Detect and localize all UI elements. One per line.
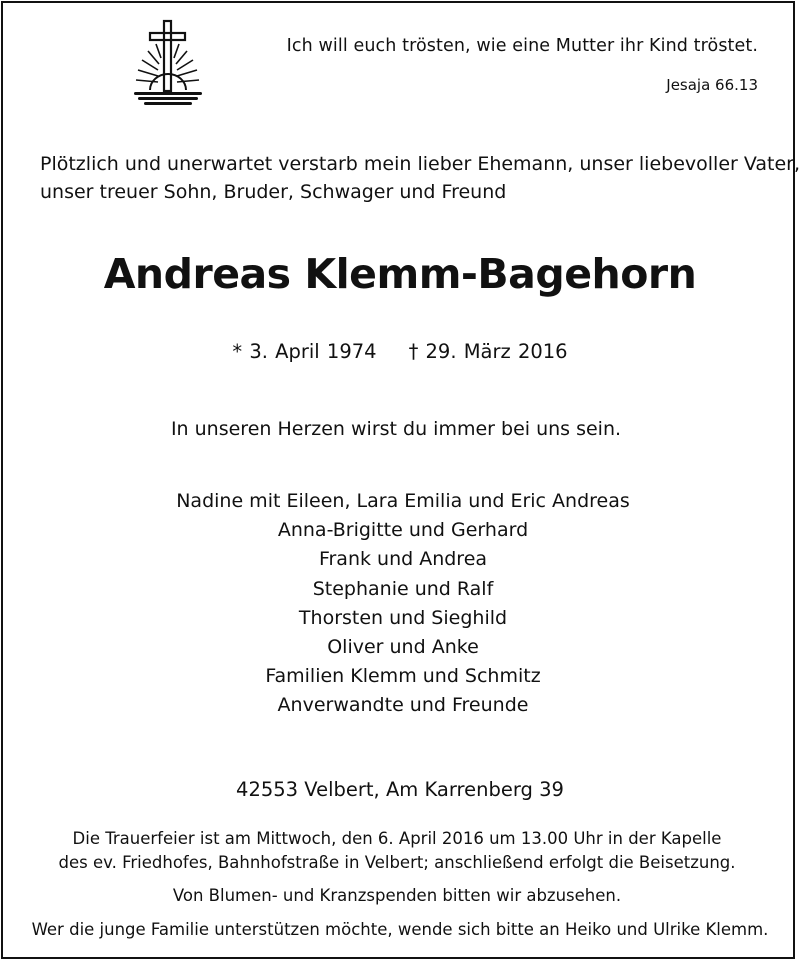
life-dates [0,340,800,363]
mourner-line: Thorsten und Sieghild [298,606,508,629]
support-note: Wer die junge Familie unterstützen möchte, wende sich bitte an Heiko und Ulrike Klemm. [31,920,769,939]
mourner-line: Anna-Brigitte und Gerhard [277,519,529,542]
intro-line: Plötzlich und unerwartet verstarb mein lieber Ehemann, unser liebevoller Vater, [40,153,800,175]
mourners-list [0,487,800,721]
mourner-line: Oliver und Anke [327,635,479,658]
intro-line: unser treuer Sohn, Bruder, Schwager und Freund [40,181,507,203]
funeral-line: des ev. Friedhofes, Bahnhofstraße in Velbert; anschließend erfolgt die Beisetzung. [58,853,736,872]
bible-quote: Ich will euch trösten, wie eine Mutter ihr Kind tröstet. [286,36,758,56]
cross-rising-sun-waves-icon [128,18,208,110]
intro-text [40,150,800,206]
memorial-motto: In unseren Herzen wirst du immer bei uns sein. [170,418,622,440]
notice-frame [1,1,795,959]
funeral-line: Die Trauerfeier ist am Mittwoch, den 6. April 2016 um 13.00 Uhr in der Kapelle [72,829,722,848]
mourner-line: Frank und Andrea [318,548,488,571]
mourner-line: Anverwandte und Freunde [277,694,529,717]
birth-date: * 3. April 1974 [232,340,377,363]
deceased-name: Andreas Klemm-Bagehorn [103,250,697,298]
death-date: † 29. März 2016 [408,340,568,363]
mourner-line: Nadine mit Eileen, Lara Emilia und Eric Andreas [176,490,630,512]
funeral-details [0,827,794,875]
bible-quote-source: Jesaja 66.13 [666,76,758,94]
flowers-note: Von Blumen- und Kranzspenden bitten wir abzusehen. [172,886,622,905]
family-address: 42553 Velbert, Am Karrenberg 39 [236,778,564,801]
mourner-line: Familien Klemm und Schmitz [265,665,541,688]
mourner-line: Stephanie und Ralf [312,577,494,600]
